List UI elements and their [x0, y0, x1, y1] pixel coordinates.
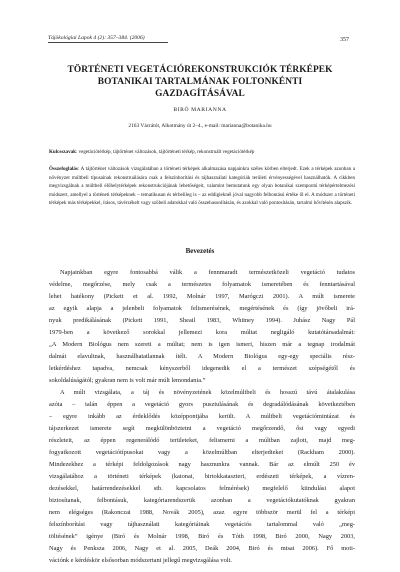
article-title	[40, 64, 360, 100]
body-line: azóta – talán éppen a vegetáció gyors pusztulásának és degradálódásának következtében	[49, 401, 355, 408]
title-line: GAZDAGÍTÁSÁVAL	[155, 89, 245, 99]
body-line: dalmát elavultnak, használhatatlannak ítéli. A Modern Biológus egy-egy speciális rész-	[49, 353, 355, 360]
body-line: letkérdéshez tapadva, nemcsak kényszerből idegenedik el a természet szépségétől és	[49, 365, 355, 372]
page-number: 357	[340, 37, 349, 43]
body-line: védelme, megőrzése, mely csak a természetes folyamatok ismeretében és fenntartásával	[49, 281, 355, 288]
body-line: Mindezekhez a térképi feldolgozások nagy hasznunkra vannak. Bár az elmúlt 250 év	[49, 461, 355, 468]
abstract-text: : A tájtörténet változások vizsgálatában a történeti térképek alkalmazása napjainkra széles körben elterjedt. Ezek a térképek azonban a növényzet múltbeli típusainak rekonstruálására csak a felszínborítási és tájhasználati kategóriák területi érvényességével használhatók. A cikkben megvizsgálnak a múltbeli élőhelytérképek rekonstrukciójának lehetőségeit, valamint bemutatunk egy olyan botanikai szempontú térképértelmezési módszert, amellyel a történeti térképeknek – tematikusan és térbelileg is – az eddigieknél jóval nagyobb felbontású értéke ől el. A módszer a történeti térképek más térképekkel, írásos, távérzékelt vagy szöbeli adatokkal való összehasonlításán, és azokkal való pontosításán, tartalmi bővítésén alapszik.	[49, 166, 355, 207]
author-name: BIRÓ MARIANNA	[173, 107, 227, 113]
body-line: töltésének” igénye (Biró és Molnár 1998, Biró és Tóth 1998, Biró 2000, Nagy 2003,	[49, 533, 355, 540]
body-line: részleteit, az éppen regenerálódó területeket, felismerni a múltban zajlott, majd meg-	[49, 437, 355, 444]
body-line: – egyre inkább az érdeklődés középpontjába került. A múltbeli vegetációmintázat és	[49, 413, 355, 420]
abstract	[49, 165, 355, 208]
title-line: BOTANIKAI TARTALMÁNAK FOLTONKÉNTI	[97, 77, 303, 87]
body-line: „A Modern Biológus nem szereti a múltat; nem is igen ismeri, hiszen már a tegnap irodalmát	[49, 341, 355, 348]
body-line: 1979-ben a következő sorokkal jellemezi kora múltat negligáló kutatótársadalmát:	[49, 329, 355, 336]
body-line: vációnk e kérdéskör elsősorban módszertani jellegű megvizsgálása volt.	[49, 557, 232, 564]
author-affiliation: 2163 Vácrátót, Alkotmány út 2–4., e-mail: marianna@botanika.hu	[128, 123, 272, 129]
body-line: az egyik alapja a jelenbeli folyamatok felismerésének, megértésének és (így jövőbeli irá-	[49, 305, 355, 312]
section-heading: Bevezetés	[185, 247, 215, 255]
keywords	[49, 148, 355, 157]
body-line: tájszerkezet ismerete segít megkülönböztetni a vegetáció megőrzendő, ősi vagy egyedi	[49, 425, 355, 432]
body-line: nyuk predikálásának (Pickett 1991, Sheail 1983, Whitney 1994). Juhász Nagy Pál	[49, 317, 355, 324]
title-line: TÖRTÉNETI VEGETÁCIÓREKONSTRUKCIÓK TÉRKÉPEK	[67, 65, 333, 75]
body-line: nem elégséges (Rakonczai 1988, Novák 2005), azaz egyre többször merül fel a térképi	[49, 509, 355, 516]
abstract-label: Összefoglalás	[49, 166, 78, 172]
body-line: felszínborítási vagy tájhasználati kategóriáinak vegetációs tartalommal való „meg-	[49, 521, 355, 528]
body-line: Napjainkban egyre fontosabbá válik a fennmaradt természetközeli vegetáció tudatos	[60, 269, 355, 276]
body-line: A múlt vizsgálata, a táj és növényzetének közelmúltbeli és hosszú távú átalakulása	[60, 389, 355, 396]
keywords-label: Kulcsszavak	[49, 149, 76, 155]
body-line: biztosítanak, felbontásuk, kategóriarendszerük azonban a vegetációkutatóknak gyakran	[49, 497, 355, 504]
body-line: Nagy és Penksza 2006, Nagy et al. 2005, Deák 2004, Biró és mtsai 2006). Fő moti-	[49, 545, 355, 552]
body-line: fogyatkozott vegetációtípusokat vagy a közelmúltban elterjedteket (Rackham 2000).	[49, 449, 355, 456]
body-line: lehet hatékony (Pickett et al. 1992, Molnár 1997, Marógczi 2001). A múlt ismerete	[49, 293, 355, 300]
journal-citation: Tájökológiai Lapok 4 (2): 357–384. (2006)	[48, 35, 168, 43]
body-line: sokoldalúságától; gyakran nem is volt már múlt lemondania.”	[49, 377, 206, 384]
body-line: vizsgálatához a történeti térképek (katonai, birtokkataszteri, erdészeti térképek, a vízren-	[49, 473, 355, 480]
body-line: dezésekkel, határrendezésekkel stb. kapcsolatos felmérések) megfelelő kiindulási alapot	[49, 485, 355, 492]
keywords-text: : vegetációtérkép, tájtörténet változások, tájtörténeti térkép, rekonstruált vegetációtérkép	[75, 149, 255, 155]
